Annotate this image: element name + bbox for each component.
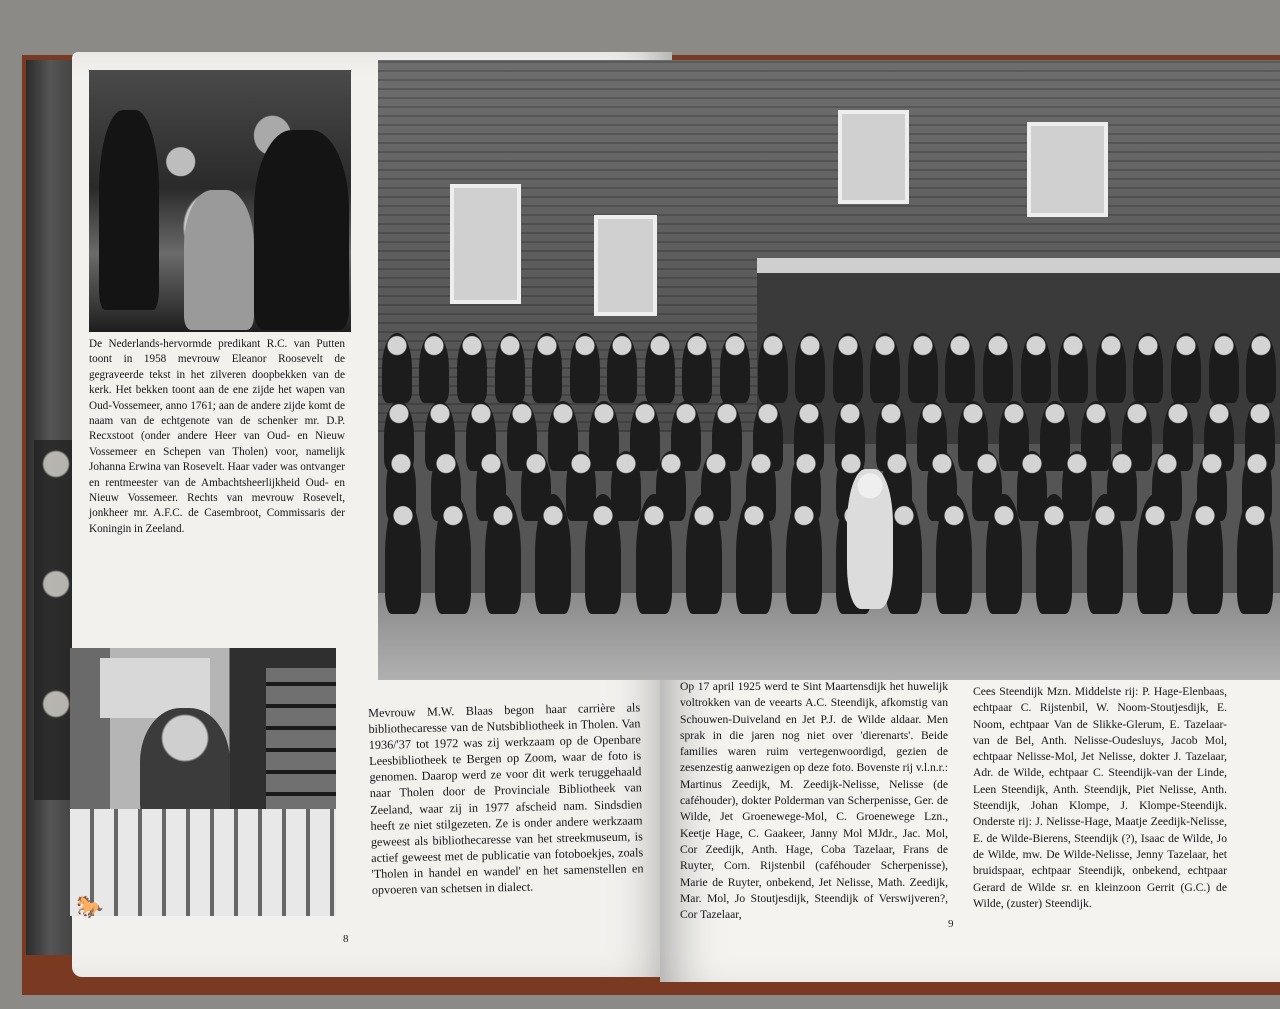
caption-wedding-column-2: Cees Steendijk Mzn. Middelste rij: P. Hage-Elenbaas, echtpaar C. Rijstenbil, W. Noom-Stoutjesdijk, E. Noom, echtpaar Van de Slikke-Glerum, E. Tazelaar-van de Bel, Anth. Nelisse-Oudesluys, Jacob Mol, echtpaar Nelisse-Mol, Jet Nelisse, dokter J. Tazelaar, Adr. de Wilde, echtpaar C. Steendijk-van der Linde, Leen Steendijk, Anth. Steendijk, Piet Nelisse, Anth. Steendijk, Johan Klompe, J. Klompe-Steendijk. Onderste rij: J. Nelisse-Hage, Maatje Zeedijk-Nelisse, E. de Wilde-Bierens, Steendijk (?), Isaac de Wilde, Jo de Wilde, mw. De Wilde-Nelisse, Jenny Tazelaar, het bruidspaar, echtpaar Steendijk, onbekend, echtpaar Gerard de Wilde sr. en kleinzoon Gerrit (G.C.) de Wilde, (zuster) Steendijk. xyxy=(973,685,1227,910)
crowd-row-top xyxy=(378,333,1280,403)
page-number-left: 8 xyxy=(343,933,349,945)
photo-figure xyxy=(254,130,349,330)
photo-window xyxy=(838,110,909,205)
photo-window xyxy=(450,184,521,304)
photo-roosevelt-church xyxy=(89,70,351,332)
crowd-row-bottom xyxy=(378,494,1280,614)
photo-bookshelf xyxy=(266,668,336,818)
page-number-right: 9 xyxy=(948,918,954,930)
photo-figure xyxy=(184,190,254,330)
horse-carriage-icon: 🐎 xyxy=(76,894,104,919)
caption-library: Mevrouw M.W. Blaas begon haar carrière als bibliothecaresse van de Nutsbibliotheek in Tholen. Van 1936/'37 tot 1972 was zij werkzaam op de Openbare Leesbibliotheek te Bergen op Zoom, waar de foto is genomen. Daarop werd ze voor dit werk teruggehaald naar Tholen door de Provinciale Bibliotheek van Zeeland, waar zij in 1977 afscheid nam. Sindsdien heeft ze niet stilgezeten. Ze is onder andere werkzaam geweest als bibliothecaresse van het streekmuseum, is actief geweest met de publicatie van fotoboekjes, zoals 'Tholen in handel en wandel' en het samenstellen en opvoeren van schetsen in dialect. xyxy=(368,700,644,897)
photo-library xyxy=(70,648,336,916)
photo-bride xyxy=(847,469,893,609)
photo-wedding-group xyxy=(378,60,1280,680)
caption-wedding-column-1: Op 17 april 1925 werd te Sint Maartensdijk het huwelijk voltrokken van de veearts A.C. Steendijk, afkomstig van Schouwen-Duiveland en Jet P.J. de Wilde aldaar. Men sprak in die jaren nog niet over 'dierenarts'. Beide families waren ruim vertegenwoordigd, gezien de zesenzestig aanwezigen op deze foto. Bovenste rij v.l.n.r.: Martinus Zeedijk, M. Zeedijk-Nelisse, Nelisse (de caféhouder), dokter Polderman van Scherpenisse, Ger. de Wilde, Jet Groenewege-Mol, C. Groenewege Lzn., Keetje Hage, C. Gaakeer, Janny Mol MJdr., Jac. Mol, Cor Zeedijk, Anth. Hage, Coba Tazelaar, Frans de Ruyter, Corn. Rijstenbil (caféhouder Scherpenisse), Marie de Ruyter, onbekend, Jet Nelisse, Math. Zeedijk, Mar. Mol, Jo Stoutjesdijk, Steendijk of Verswijveren?, Cor Tazelaar, xyxy=(680,680,948,922)
photo-window xyxy=(594,215,656,316)
caption-roosevelt: De Nederlands-hervormde predikant R.C. van Putten toont in 1958 mevrouw Eleanor Roosevelt de gegraveerde tekst in het zilveren doopbekken van de kerk. Het bekken toont aan de ene zijde het wapen van Oud-Vossemeer, anno 1761; aan de andere zijde komt de naam van de echtgenote van de schenker mr. D.P. Recxstoot (onder andere Heer van Oud- en Nieuw Vossemeer en Schepen van Tholen) voor, namelijk Johanna Erwina van Rosevelt. Haar vader was ontvanger en rentmeester van de Ambachtsheerlijkheid Oud- en Nieuw Vossemeer. Rechts van mevrouw Rosevelt, jonkheer mr. A.F.C. de Casembroot, Commissaris der Koningin in Zeeland. xyxy=(89,338,345,535)
photo-window xyxy=(1027,122,1107,217)
photo-figure xyxy=(99,110,159,310)
